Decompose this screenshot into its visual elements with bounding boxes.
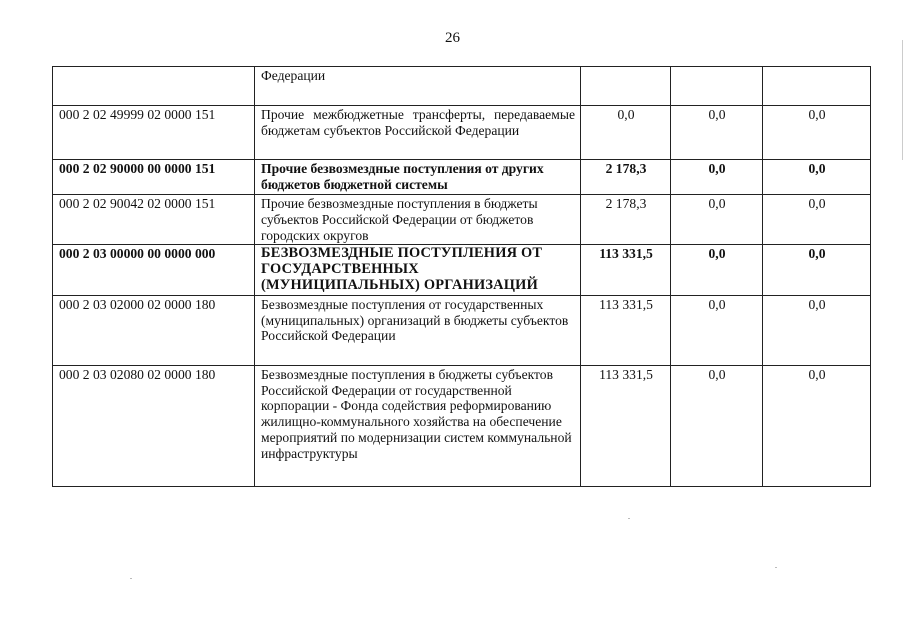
budget-revenue-table [52, 66, 871, 487]
table-row [53, 106, 871, 160]
amount-cell: 2 178,3 [581, 160, 671, 195]
amount-cell [763, 67, 871, 106]
table-row [53, 365, 871, 486]
budget-code-cell: 000 2 02 90042 02 0000 151 [53, 195, 255, 245]
budget-code-cell: 000 2 03 00000 00 0000 000 [53, 245, 255, 295]
amount-cell [581, 67, 671, 106]
amount-cell: 113 331,5 [581, 295, 671, 365]
table-row [53, 245, 871, 295]
revenue-name-cell: Безвозмездные поступления от государственных (муниципальных) организаций в бюджеты субъектов Российской Федерации [255, 295, 581, 365]
amount-cell: 0,0 [671, 195, 763, 245]
revenue-name-cell: Безвозмездные поступления в бюджеты субъектов Российской Федерации от государственной корпорации - Фонда содействия реформированию жилищно-коммунального хозяйства на обеспечение мероприятий по модернизации систем коммунальной инфраструктуры [255, 365, 581, 486]
scan-speck [775, 567, 777, 568]
revenue-name-cell: Прочие безвозмездные поступления от других бюджетов бюджетной системы [255, 160, 581, 195]
page-number: 26 [445, 30, 460, 46]
amount-cell [671, 67, 763, 106]
budget-code-cell: 000 2 03 02000 02 0000 180 [53, 295, 255, 365]
amount-cell: 0,0 [671, 160, 763, 195]
budget-code-cell: 000 2 02 90000 00 0000 151 [53, 160, 255, 195]
scan-speck [130, 578, 132, 579]
amount-cell: 0,0 [763, 365, 871, 486]
table-row [53, 67, 871, 106]
revenue-name-cell: Федерации [255, 67, 581, 106]
revenue-name-cell: БЕЗВОЗМЕЗДНЫЕ ПОСТУПЛЕНИЯ ОТ ГОСУДАРСТВЕННЫХ (МУНИЦИПАЛЬНЫХ) ОРГАНИЗАЦИЙ [255, 245, 581, 295]
scan-edge-shadow [902, 40, 903, 160]
amount-cell: 2 178,3 [581, 195, 671, 245]
amount-cell: 0,0 [671, 106, 763, 160]
amount-cell: 0,0 [763, 106, 871, 160]
table-row [53, 160, 871, 195]
amount-cell: 0,0 [763, 160, 871, 195]
amount-cell: 0,0 [763, 295, 871, 365]
budget-code-cell [53, 67, 255, 106]
amount-cell: 0,0 [671, 295, 763, 365]
amount-cell: 0,0 [671, 245, 763, 295]
scan-speck [628, 518, 630, 519]
amount-cell: 113 331,5 [581, 245, 671, 295]
table-row [53, 295, 871, 365]
amount-cell: 0,0 [763, 195, 871, 245]
amount-cell: 0,0 [671, 365, 763, 486]
budget-code-cell: 000 2 02 49999 02 0000 151 [53, 106, 255, 160]
amount-cell: 113 331,5 [581, 365, 671, 486]
amount-cell: 0,0 [581, 106, 671, 160]
budget-code-cell: 000 2 03 02080 02 0000 180 [53, 365, 255, 486]
amount-cell: 0,0 [763, 245, 871, 295]
table-row [53, 195, 871, 245]
revenue-name-cell: Прочие межбюджетные трансферты, передаваемые бюджетам субъектов Российской Федерации [255, 106, 581, 160]
revenue-name-cell: Прочие безвозмездные поступления в бюджеты субъектов Российской Федерации от бюджетов городских округов [255, 195, 581, 245]
